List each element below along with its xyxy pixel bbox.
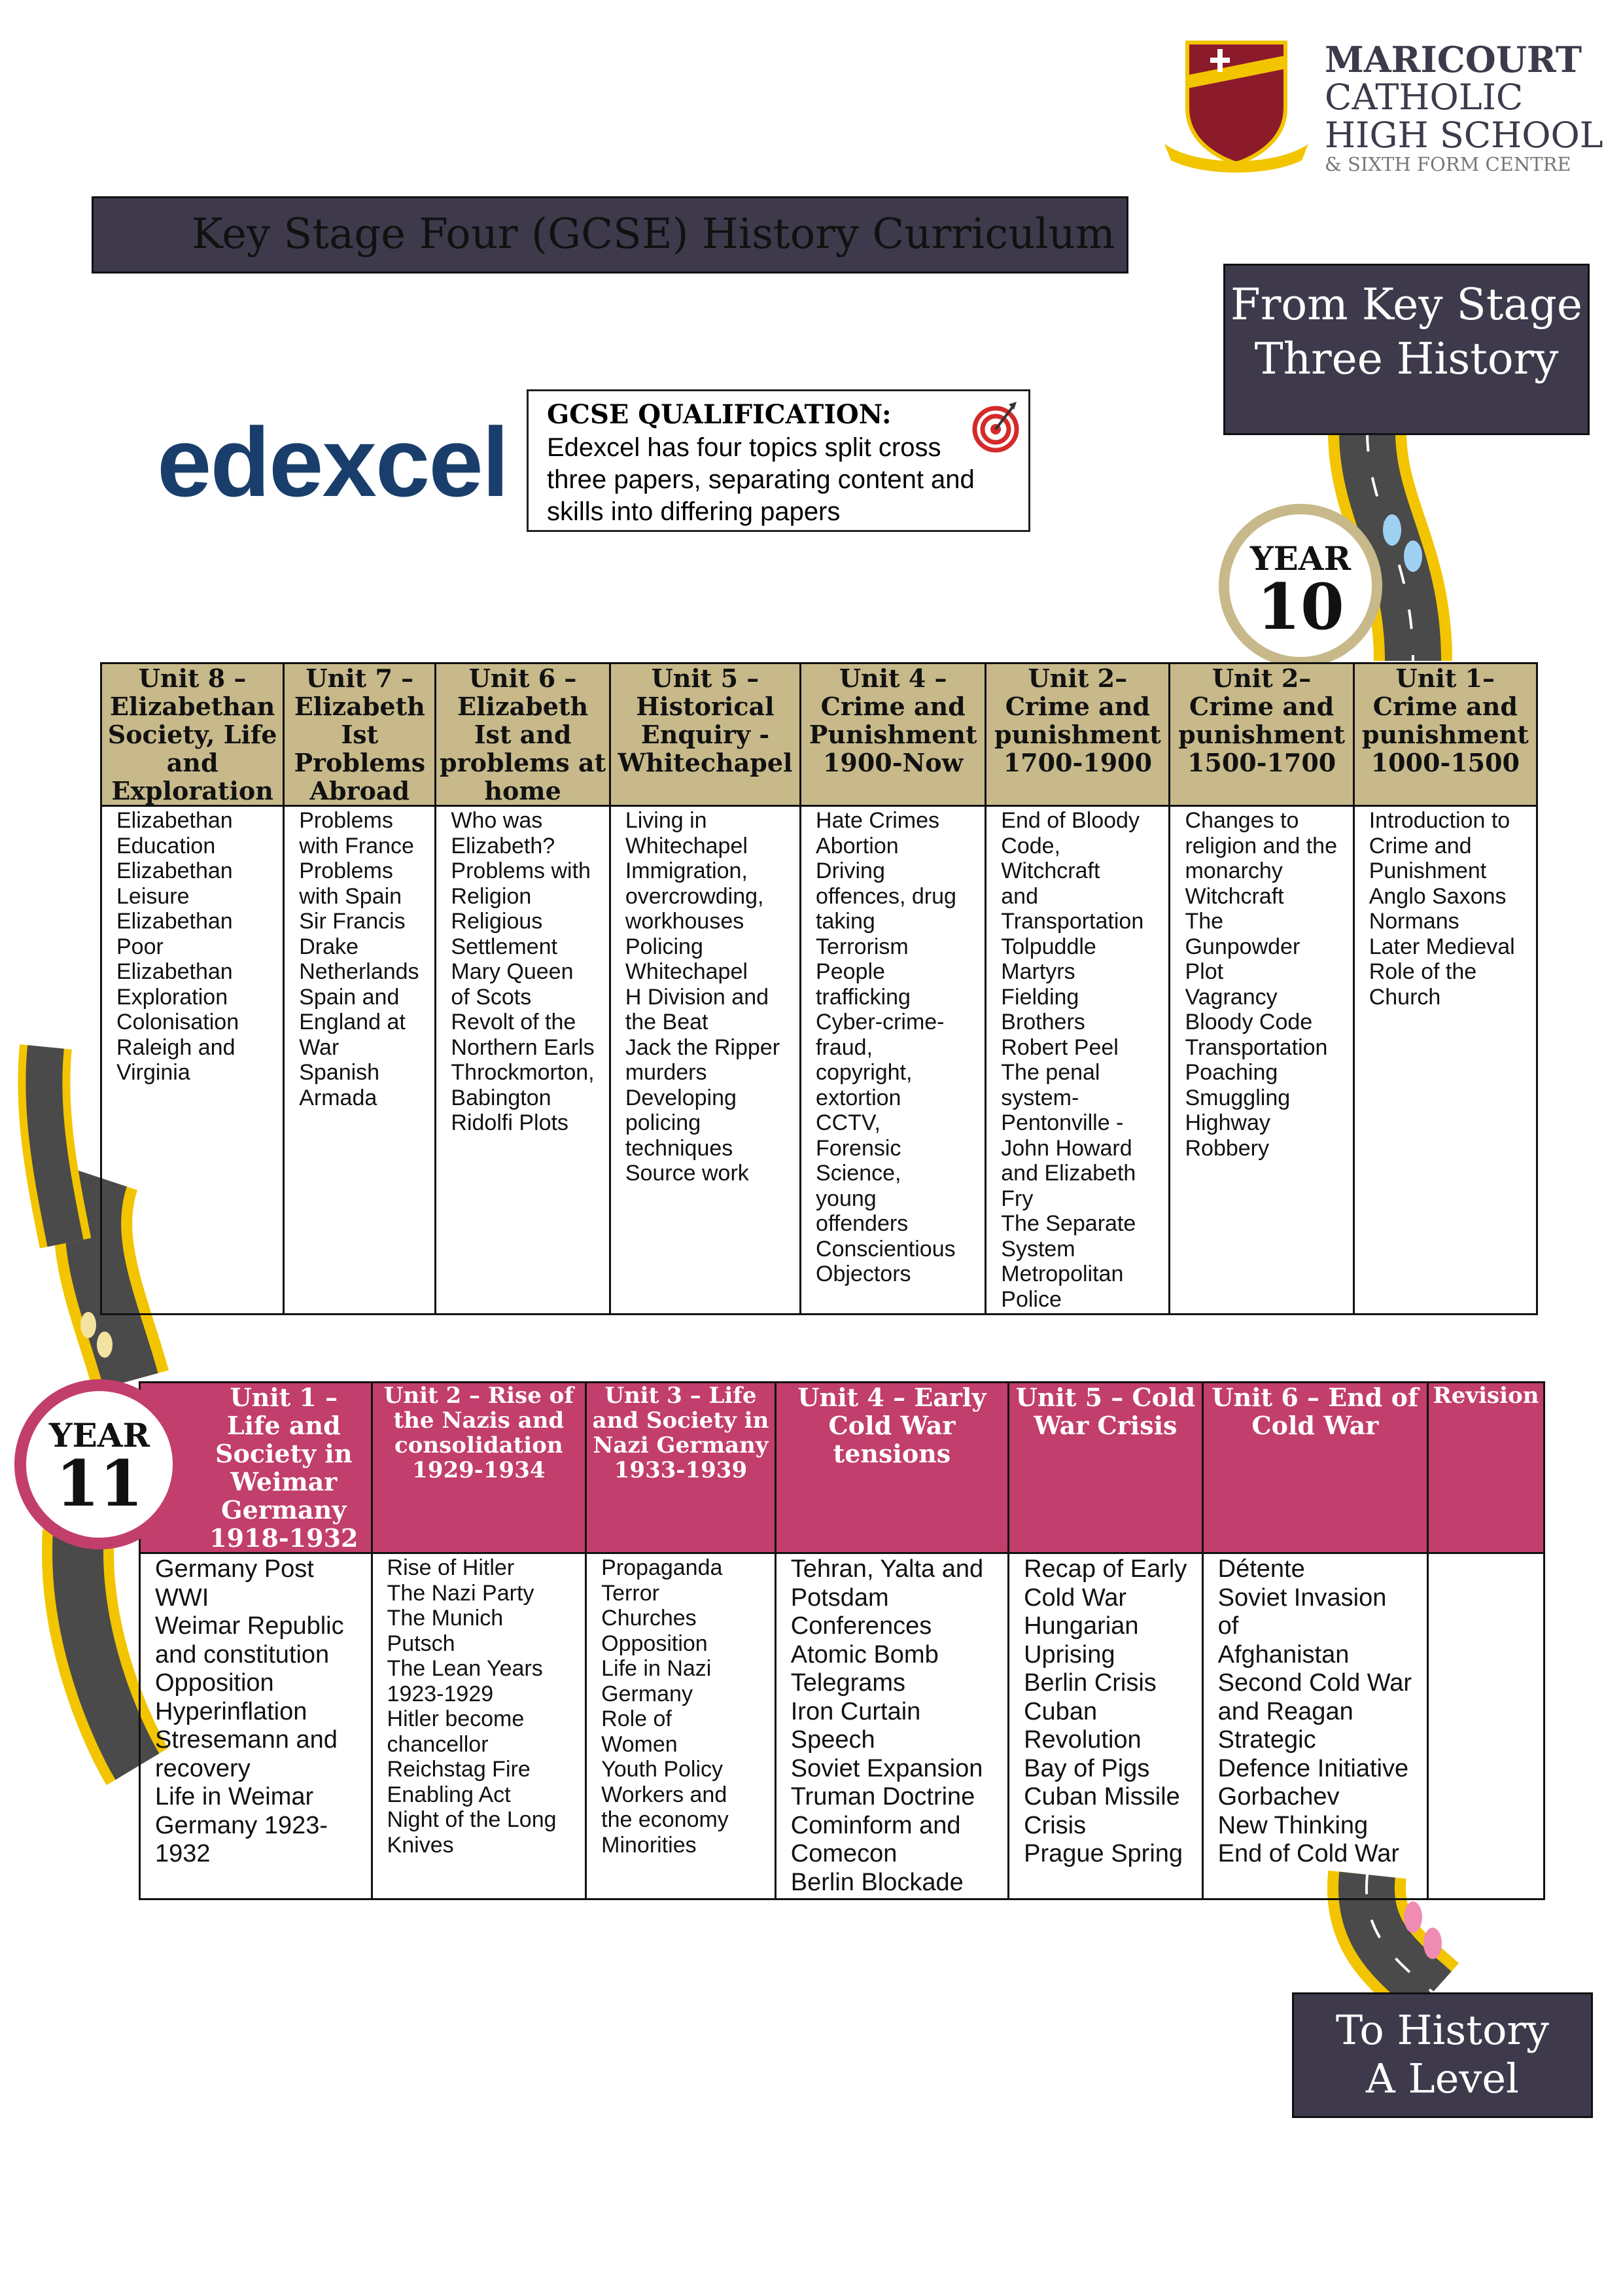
list-item: The Nazi Party: [387, 1580, 534, 1606]
list-item: Elizabethan: [116, 909, 233, 934]
page-title: Key Stage Four (GCSE) History Curriculum: [192, 210, 1115, 258]
list-item: Cuban: [1024, 1697, 1098, 1725]
unit-content: [986, 806, 1170, 1315]
list-item: Germany 1923-: [155, 1811, 328, 1839]
unit-content: [1202, 1553, 1427, 1899]
school-name: [1325, 41, 1603, 174]
list-item: Weimar Republic: [155, 1612, 344, 1640]
list-item: Netherlands: [299, 959, 419, 984]
unit-header: Unit 5 – Cold War Crisis: [1009, 1383, 1203, 1553]
list-item: Colonisation: [116, 1010, 239, 1034]
list-item: Robert Peel: [1001, 1034, 1119, 1060]
list-item: Opposition: [601, 1631, 708, 1656]
list-item: Elizabethan: [116, 858, 233, 883]
list-item: Problems with: [451, 858, 591, 883]
list-item: Mary Queen: [451, 959, 574, 984]
list-item: Revolution: [1024, 1726, 1142, 1754]
list-item: Hitler become: [387, 1706, 525, 1731]
list-item: Witchcraft: [1185, 883, 1284, 909]
list-item: extortion: [816, 1085, 901, 1110]
list-item: Women: [601, 1731, 678, 1757]
to-box-line2: A Level: [1366, 2055, 1519, 2102]
list-item: monarchy: [1185, 858, 1283, 883]
unit-content: [101, 806, 284, 1315]
list-item: Life in Nazi: [601, 1656, 712, 1681]
list-item: Reichstag Fire: [387, 1757, 531, 1782]
unit-content: [372, 1553, 586, 1899]
list-item: Religion: [451, 883, 532, 909]
list-item: Comecon: [790, 1840, 898, 1867]
list-item: Germany: [601, 1681, 693, 1706]
list-item: Cold War: [1024, 1583, 1127, 1612]
list-item: Elizabeth?: [451, 833, 555, 858]
unit-header: Unit 8 – Elizabethan Society, Life and Exploration: [101, 663, 284, 806]
list-item: People: [816, 959, 885, 984]
list-item: Propaganda: [601, 1555, 723, 1580]
list-item: Hate Crimes: [816, 808, 939, 833]
list-item: Policing: [625, 934, 703, 959]
list-item: Spanish: [299, 1060, 380, 1085]
unit-header: Unit 6 – Elizabeth Ist and problems at home: [436, 663, 610, 806]
list-item: Drake: [299, 934, 358, 959]
to-history-a-level-box: [1292, 1992, 1593, 2118]
list-item: Elizabethan: [116, 808, 233, 833]
edexcel-logo: edexcel: [157, 407, 508, 517]
list-item: Transportation: [1185, 1034, 1328, 1060]
unit-header: Unit 3 – Life and Society in Nazi Germany 1933-1939: [586, 1383, 776, 1553]
list-item: Jack the Ripper: [625, 1034, 780, 1060]
list-item: Elizabethan: [116, 959, 233, 984]
unit-content: [1427, 1553, 1544, 1899]
unit-header: Unit 2– Crime and punishment 1700-1900: [986, 663, 1170, 806]
list-item: Conscientious: [816, 1236, 956, 1262]
list-item: Poaching: [1185, 1060, 1278, 1085]
list-item: the economy: [601, 1807, 729, 1832]
list-item: Exploration: [116, 984, 228, 1010]
to-box-line1: To History: [1335, 2006, 1550, 2054]
list-item: Telegrams: [790, 1669, 906, 1697]
list-item: Anglo Saxons: [1369, 883, 1507, 909]
list-item: Speech: [790, 1726, 875, 1754]
list-item: Truman Doctrine: [790, 1783, 975, 1810]
list-item: techniques: [625, 1135, 733, 1161]
from-box-line2: Three History: [1254, 334, 1559, 384]
from-key-stage-three-box: [1223, 264, 1590, 435]
list-item: H Division and: [625, 984, 769, 1010]
unit-header: Unit 5 – Historical Enquiry - Whitechapel: [610, 663, 800, 806]
table-row: [140, 1553, 1544, 1899]
list-item: Spain and: [299, 984, 400, 1010]
list-item: Cyber-crime-: [816, 1010, 945, 1034]
list-item: Education: [116, 833, 216, 858]
list-item: Gunpowder: [1185, 934, 1300, 959]
unit-header: Revision: [1427, 1383, 1544, 1553]
list-item: Bay of Pigs: [1024, 1754, 1150, 1782]
list-item: Minorities: [601, 1832, 697, 1858]
list-item: Metropolitan: [1001, 1262, 1124, 1286]
list-item: Potsdam: [790, 1583, 889, 1612]
unit-content: [140, 1553, 372, 1899]
list-item: Driving: [816, 858, 885, 883]
list-item: Leisure: [116, 883, 190, 909]
list-item: Tolpuddle: [1001, 934, 1096, 959]
list-item: Problems: [299, 858, 393, 883]
unit-header: Unit 7 – Elizabeth Ist Problems Abroad: [284, 663, 436, 806]
list-item: Throckmorton,: [451, 1060, 595, 1085]
list-item: Church: [1369, 984, 1441, 1010]
list-item: The Separate: [1001, 1211, 1136, 1236]
unit-header: Unit 4 – Crime and Punishment 1900-Now: [801, 663, 986, 806]
year-10-label: YEAR: [1249, 539, 1352, 578]
unit-content: [775, 1553, 1008, 1899]
list-item: Enabling Act: [387, 1782, 511, 1807]
list-item: Second Cold War: [1217, 1669, 1412, 1697]
list-item: Code,: [1001, 833, 1060, 858]
list-item: Hungarian: [1024, 1612, 1139, 1640]
list-item: Strategic: [1217, 1726, 1316, 1754]
qualification-box: [527, 389, 1030, 532]
year-11-badge: [14, 1379, 184, 1549]
list-item: Uprising: [1024, 1640, 1115, 1669]
list-item: The penal: [1001, 1060, 1100, 1085]
list-item: Bloody Code: [1185, 1010, 1313, 1034]
target-icon: [972, 399, 1019, 453]
unit-content: [1009, 1553, 1203, 1899]
list-item: recovery: [155, 1754, 251, 1782]
list-item: England at: [299, 1010, 406, 1034]
list-item: Fry: [1001, 1186, 1034, 1211]
list-item: Stresemann and: [155, 1726, 338, 1754]
list-item: and constitution: [155, 1640, 330, 1669]
list-item: Berlin Blockade: [790, 1868, 964, 1896]
list-item: with France: [299, 833, 414, 858]
list-item: Putsch: [387, 1631, 455, 1656]
school-name-line4: & SIXTH FORM CENTRE: [1325, 153, 1571, 175]
list-item: Forensic: [816, 1135, 901, 1161]
list-item: End of Cold War: [1217, 1840, 1400, 1867]
list-item: Terror: [601, 1580, 659, 1606]
list-item: WWI: [155, 1583, 209, 1612]
list-item: Source work: [625, 1161, 749, 1186]
list-item: Whitechapel: [625, 833, 748, 858]
list-item: murders: [625, 1060, 707, 1085]
list-item: system-: [1001, 1085, 1079, 1110]
school-name-line1: MARICOURT: [1325, 39, 1582, 80]
unit-content: [284, 806, 436, 1315]
list-item: Raleigh and: [116, 1034, 236, 1060]
list-item: John Howard: [1001, 1135, 1132, 1161]
unit-content: [436, 806, 610, 1315]
list-item: Poor: [116, 934, 164, 959]
list-item: Iron Curtain: [790, 1697, 921, 1725]
list-item: Armada: [299, 1085, 377, 1110]
list-item: Robbery: [1185, 1135, 1269, 1161]
list-item: Cominform and: [790, 1811, 961, 1839]
list-item: Berlin Crisis: [1024, 1669, 1157, 1697]
list-item: Revolt of the: [451, 1010, 576, 1034]
list-item: Détente: [1217, 1555, 1305, 1583]
list-item: Who was: [451, 808, 543, 833]
footprint-icon: [1383, 514, 1401, 546]
list-item: Vagrancy: [1185, 984, 1278, 1010]
list-item: Developing: [625, 1085, 737, 1110]
list-item: copyright,: [816, 1060, 913, 1085]
unit-content: [1353, 806, 1537, 1315]
list-item: Defence Initiative: [1217, 1754, 1409, 1782]
list-item: Churches: [601, 1606, 697, 1631]
list-item: The Munich: [387, 1606, 504, 1631]
school-crest-logo: [1158, 36, 1315, 173]
list-item: Prague Spring: [1024, 1840, 1183, 1867]
list-item: and Reagan: [1217, 1697, 1353, 1725]
unit-content: [610, 806, 800, 1315]
list-item: Smuggling: [1185, 1085, 1291, 1110]
list-item: Terrorism: [816, 934, 909, 959]
unit-header: Unit 1– Crime and punishment 1000-1500: [1353, 663, 1537, 806]
list-item: Living in: [625, 808, 707, 833]
list-item: Fielding: [1001, 984, 1079, 1010]
list-item: Role of the: [1369, 959, 1477, 984]
list-item: 1923-1929: [387, 1681, 494, 1706]
table-header-row: [101, 663, 1537, 806]
list-item: Opposition: [155, 1669, 274, 1697]
list-item: Babington: [451, 1085, 551, 1110]
year-11-label: YEAR: [48, 1416, 150, 1455]
list-item: Hyperinflation: [155, 1697, 307, 1725]
list-item: Atomic Bomb: [790, 1640, 939, 1669]
list-item: young: [816, 1186, 877, 1211]
unit-header: Unit 1 – Life and Society in Weimar Germany 1918-1932: [140, 1383, 372, 1553]
table-header-row: [140, 1383, 1544, 1553]
list-item: fraud,: [816, 1034, 873, 1060]
list-item: offenders: [816, 1211, 909, 1236]
unit-content: [801, 806, 986, 1315]
list-item: chancellor: [387, 1731, 489, 1757]
list-item: Gorbachev: [1217, 1783, 1340, 1810]
list-item: trafficking: [816, 984, 911, 1010]
list-item: Youth Policy: [601, 1757, 724, 1782]
list-item: End of Bloody: [1001, 808, 1140, 833]
list-item: of Scots: [451, 984, 532, 1010]
list-item: Settlement: [451, 934, 557, 959]
list-item: Northern Earls: [451, 1034, 595, 1060]
list-item: System: [1001, 1236, 1075, 1262]
page-title-bar: [92, 196, 1128, 274]
list-item: The Lean Years: [387, 1656, 543, 1681]
list-item: Objectors: [816, 1262, 911, 1286]
list-item: Crime and: [1369, 833, 1472, 858]
school-name-line2: CATHOLIC: [1325, 77, 1524, 118]
list-item: overcrowding,: [625, 883, 764, 909]
from-box-line1: From Key Stage: [1230, 279, 1582, 330]
list-item: taking: [816, 909, 875, 934]
list-item: Abortion: [816, 833, 899, 858]
list-item: Police: [1001, 1286, 1062, 1312]
list-item: workhouses: [625, 909, 744, 934]
list-item: Virginia: [116, 1060, 190, 1085]
list-item: Tehran, Yalta and: [790, 1555, 984, 1583]
list-item: Changes to: [1185, 808, 1299, 833]
list-item: Martyrs: [1001, 959, 1075, 984]
list-item: Religious: [451, 909, 543, 934]
list-item: with Spain: [299, 883, 402, 909]
list-item: Brothers: [1001, 1010, 1085, 1034]
list-item: Later Medieval: [1369, 934, 1515, 959]
list-item: New Thinking: [1217, 1811, 1369, 1839]
qualification-heading: GCSE QUALIFICATION:: [547, 399, 892, 430]
qualification-text: Edexcel has four topics split cross three papers, separating content and skills into differing papers: [547, 433, 975, 526]
list-item: and Elizabeth: [1001, 1161, 1136, 1186]
list-item: Sir Francis: [299, 909, 406, 934]
list-item: Highway: [1185, 1110, 1270, 1135]
year-10-curriculum-table: [100, 662, 1538, 1315]
list-item: policing: [625, 1110, 701, 1135]
list-item: Punishment: [1369, 858, 1487, 883]
list-item: Knives: [387, 1832, 454, 1858]
list-item: Crisis: [1024, 1811, 1087, 1839]
unit-header: Unit 6 – End of Cold War: [1202, 1383, 1427, 1553]
list-item: Afghanistan: [1217, 1640, 1350, 1669]
list-item: Transportation: [1001, 909, 1144, 934]
list-item: offences, drug: [816, 883, 956, 909]
list-item: Witchcraft: [1001, 858, 1100, 883]
school-name-line3: HIGH SCHOOL: [1325, 115, 1603, 156]
list-item: the Beat: [625, 1010, 708, 1034]
list-item: Germany Post: [155, 1555, 314, 1583]
list-item: Soviet Expansion: [790, 1754, 983, 1782]
unit-header: Unit 2 – Rise of the Nazis and consolidation 1929-1934: [372, 1383, 586, 1553]
list-item: Ridolfi Plots: [451, 1110, 568, 1135]
list-item: Pentonville -: [1001, 1110, 1124, 1135]
list-item: Problems: [299, 808, 393, 833]
list-item: Plot: [1185, 959, 1224, 984]
list-item: Science,: [816, 1161, 901, 1186]
list-item: and: [1001, 883, 1038, 909]
list-item: CCTV,: [816, 1110, 881, 1135]
list-item: Soviet Invasion of: [1217, 1583, 1387, 1640]
list-item: Life in Weimar: [155, 1783, 314, 1810]
list-item: Workers and: [601, 1782, 727, 1807]
unit-content: [586, 1553, 776, 1899]
list-item: Cuban Missile: [1024, 1783, 1180, 1810]
list-item: Role of: [601, 1706, 672, 1731]
list-item: War: [299, 1034, 340, 1060]
list-item: Immigration,: [625, 858, 748, 883]
year-11-number: 11: [56, 1447, 143, 1521]
unit-content: [1170, 806, 1353, 1315]
unit-header: Unit 2– Crime and punishment 1500-1700: [1170, 663, 1353, 806]
year-10-number: 10: [1257, 570, 1344, 644]
list-item: Introduction to: [1369, 808, 1510, 833]
list-item: religion and the: [1185, 833, 1337, 858]
unit-header: Unit 4 – Early Cold War tensions: [775, 1383, 1008, 1553]
list-item: Whitechapel: [625, 959, 748, 984]
list-item: Conferences: [790, 1612, 932, 1640]
list-item: The: [1185, 909, 1224, 934]
year-10-badge: [1219, 504, 1382, 667]
list-item: 1932: [155, 1840, 211, 1867]
list-item: Recap of Early: [1024, 1555, 1187, 1583]
list-item: Normans: [1369, 909, 1459, 934]
list-item: Rise of Hitler: [387, 1555, 515, 1580]
table-row: [101, 806, 1537, 1315]
list-item: Night of the Long: [387, 1807, 557, 1832]
year-11-curriculum-table: [139, 1381, 1545, 1900]
